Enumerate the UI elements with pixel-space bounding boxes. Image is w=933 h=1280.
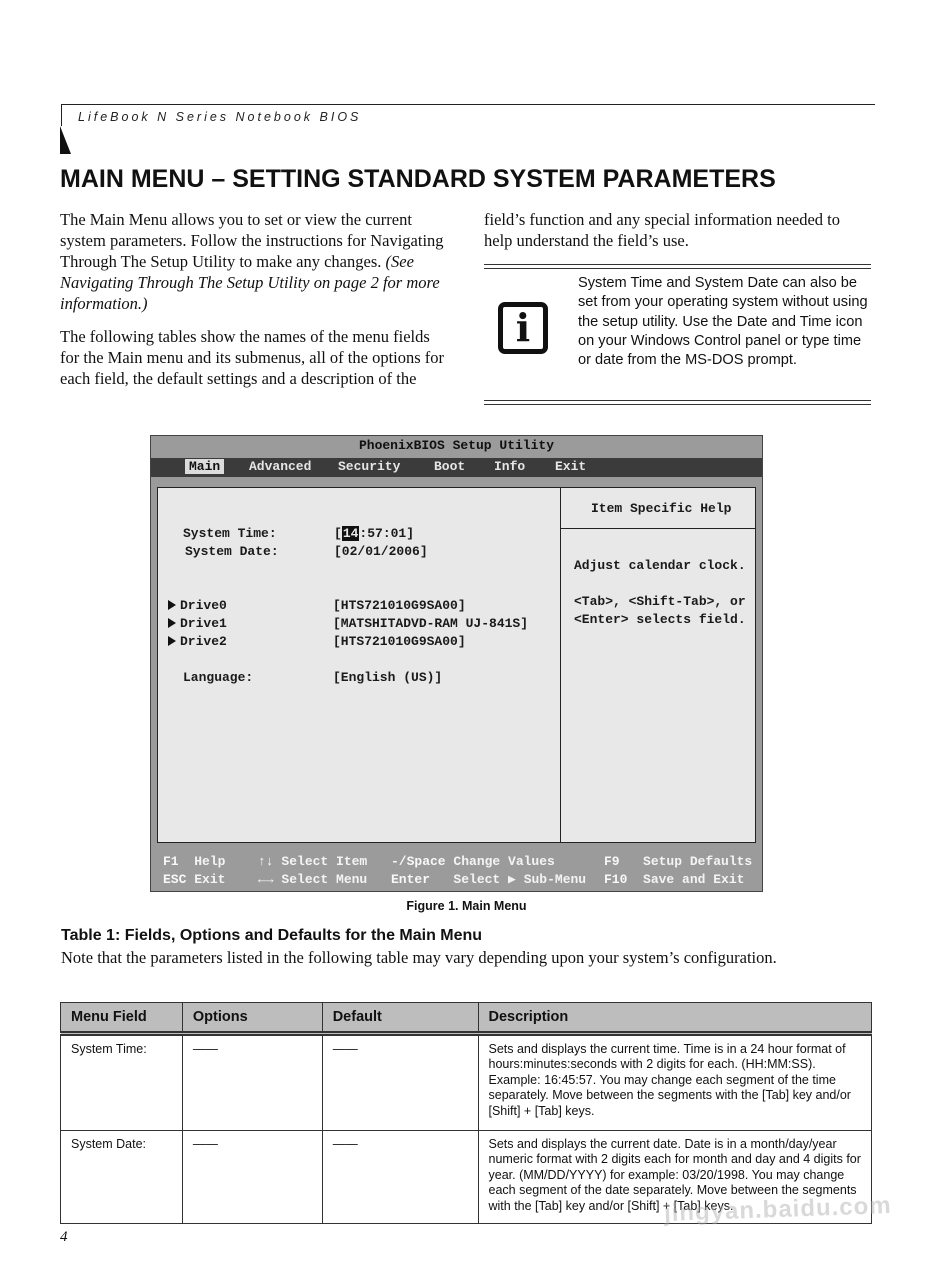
cell-options: —— — [182, 1131, 322, 1224]
header-rule — [61, 104, 875, 105]
info-icon: i — [498, 302, 548, 354]
bios-tab-advanced[interactable]: Advanced — [249, 459, 312, 474]
bios-tab-exit[interactable]: Exit — [555, 459, 587, 474]
legend-f10: F10 Save and Exit — [604, 872, 745, 887]
drive0-value: [HTS721010G9SA00] — [333, 598, 466, 613]
table-title: Table 1: Fields, Options and Defaults for the Main Menu — [61, 927, 483, 944]
system-date-label: System Date: — [185, 544, 279, 559]
figure-caption: Figure 1. Main Menu — [406, 899, 527, 913]
system-time-label: System Time: — [183, 526, 277, 541]
legend-f9: F9 Setup Defaults — [604, 854, 753, 869]
submenu-arrow-icon — [168, 618, 176, 628]
cell-options: —— — [182, 1034, 322, 1131]
intro-para2-continuation — [484, 209, 869, 251]
system-date-value[interactable]: [02/01/2006] — [334, 544, 428, 559]
bios-tab-info[interactable]: Info — [494, 459, 526, 474]
intro-left-column — [60, 209, 445, 314]
help-line-1: Adjust calendar clock. — [574, 558, 746, 573]
bios-menubar — [151, 458, 762, 477]
page-title: MAIN MENU – SETTING STANDARD SYSTEM PARAMETERS — [60, 165, 776, 193]
legend-enter: Enter Select ▶ Sub-Menu — [391, 872, 587, 887]
drive1-value: [MATSHITADVD-RAM UJ-841S] — [333, 616, 529, 631]
bios-tab-security[interactable]: Security — [338, 459, 401, 474]
bios-screen — [150, 435, 763, 892]
legend-esc: ESC Exit — [163, 872, 226, 887]
cell-default: —— — [322, 1131, 478, 1224]
drive2-value: [HTS721010G9SA00] — [333, 634, 466, 649]
running-title: LifeBook N Series Notebook BIOS — [78, 110, 362, 124]
legend-f1: F1 Help — [163, 854, 226, 869]
bios-divider — [560, 488, 561, 842]
col-header-default: Default — [322, 1003, 478, 1034]
bios-title: PhoenixBIOS Setup Utility — [358, 438, 555, 453]
help-title: Item Specific Help — [591, 501, 732, 516]
cell-default: —— — [322, 1034, 478, 1131]
right-triangle-icon: ▶ — [508, 872, 516, 887]
help-line-2: <Tab>, <Shift-Tab>, or — [574, 594, 746, 609]
col-header-menu-field: Menu Field — [61, 1003, 183, 1034]
language-value[interactable]: [English (US)] — [333, 670, 443, 685]
submenu-arrow-icon — [168, 636, 176, 646]
col-header-options: Options — [182, 1003, 322, 1034]
intro-para2-part1 — [60, 326, 445, 389]
drive2-item[interactable]: Drive2 — [168, 634, 227, 649]
main-menu-table — [60, 1002, 872, 1224]
intro-para1: The Main Menu allows you to set or view the current system parameters. Follow the instructions for Navigating Through The Setup Utility to make any changes. — [60, 210, 444, 271]
note-bottom-rule — [484, 400, 871, 405]
header-tick — [61, 104, 62, 126]
time-cursor[interactable]: 14 — [342, 526, 359, 541]
legend-leftright: ←→ Select Menu — [258, 872, 368, 887]
legend-updown: ↑↓ Select Item — [258, 854, 368, 869]
intro-para2-copy: field’s function and any special information needed to help understand the field’s use. — [484, 210, 841, 250]
table-note: Note that the parameters listed in the following table may vary depending upon your system’s configuration. — [61, 948, 777, 967]
language-label: Language: — [183, 670, 254, 685]
cell-description: Sets and displays the current time. Time is in a 24 hour format of hours:minutes:seconds with 2 digits for each. (HH:MM:SS). Example: 16:45:57. You may change each segment of the time separately. Move between the segments with the [Tab] key and/or [Shift] + [Tab] keys. — [478, 1034, 872, 1131]
bios-tab-main[interactable]: Main — [185, 459, 224, 474]
left-right-arrows-icon: ←→ — [258, 872, 274, 887]
watermark: jingyan.baidu.com — [663, 1192, 893, 1227]
help-separator — [561, 528, 755, 529]
cell-field: System Time: — [61, 1034, 183, 1131]
system-time-value[interactable]: [14:57:01] — [334, 526, 415, 541]
note-text: System Time and System Date can also be set from your operating system without using the setup utility. Use the Date and Time icon on your Windows Control panel or type time or date from the MS-DOS prompt. — [578, 275, 868, 369]
legend-minus-space: -/Space Change Values — [391, 854, 555, 869]
table-header-row — [61, 1003, 872, 1034]
drive1-item[interactable]: Drive1 — [168, 616, 227, 631]
intro-para1-italic: (See Navigating Through The Setup Utility on page 2 for more information.) — [60, 252, 440, 313]
drive0-item[interactable]: Drive0 — [168, 598, 227, 613]
cell-description: Sets and displays the current date. Date is in a month/day/year numeric format with 2 digits each for month and day and 4 digits for year. (MM/DD/YYYY) for example: 03/20/1998. You may change each segment of the date separately. Move between the segments with the [Tab] key and/or [Shift] + [Tab] keys. — [478, 1131, 872, 1224]
bios-tab-boot[interactable]: Boot — [434, 459, 466, 474]
col-header-description: Description — [478, 1003, 872, 1034]
bios-main-panel — [157, 487, 756, 843]
submenu-arrow-icon — [168, 600, 176, 610]
intro-para2: The following tables show the names of the menu fields for the Main menu and its submenus, all of the options for each field, the default settings and a description of the — [60, 327, 445, 388]
header-marker — [60, 126, 71, 154]
cell-field: System Date: — [61, 1131, 183, 1224]
up-down-arrows-icon: ↑↓ — [258, 854, 274, 869]
table-row — [61, 1034, 872, 1131]
help-line-3: <Enter> selects field. — [574, 612, 746, 627]
note-top-rule — [484, 264, 871, 269]
page-number: 4 — [60, 1229, 68, 1245]
